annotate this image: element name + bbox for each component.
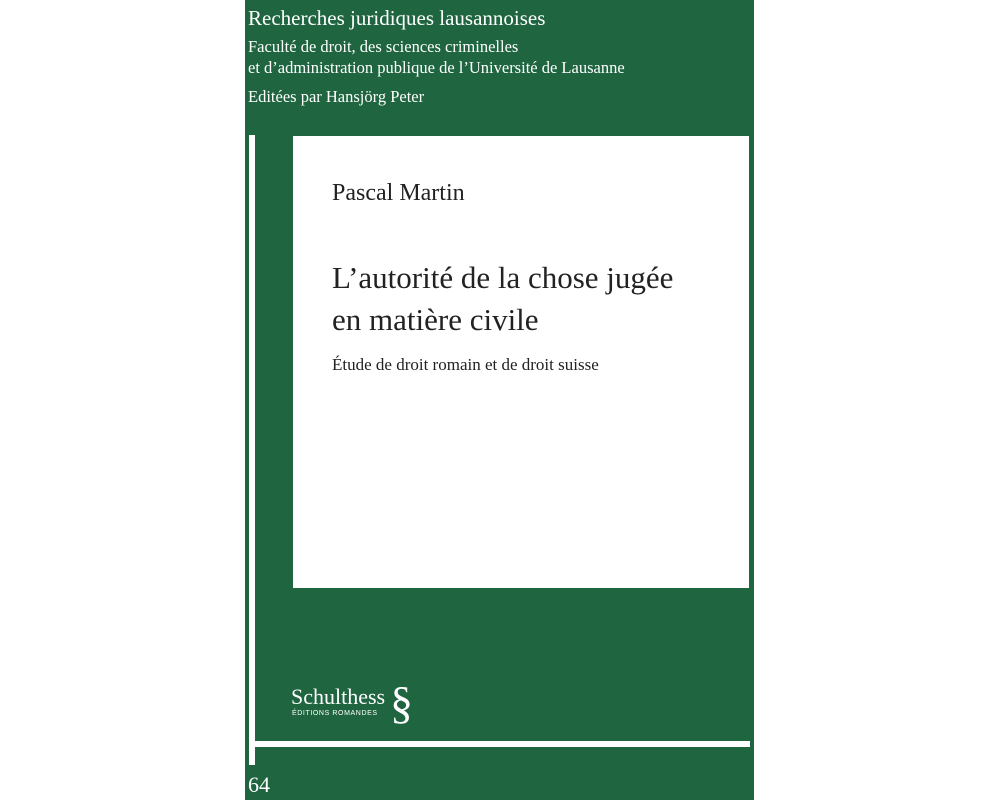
book-title-line-1: L’autorité de la chose jugée: [332, 260, 674, 295]
series-editor: Editées par Hansjörg Peter: [248, 87, 425, 106]
faculty-line-1: Faculté de droit, des sciences criminelles: [248, 37, 519, 56]
section-sign-icon: §: [390, 677, 413, 728]
book-cover: [245, 0, 754, 800]
author-name: Pascal Martin: [332, 180, 465, 206]
volume-number: 64: [248, 772, 270, 797]
frame-horizontal-rule: [249, 741, 750, 747]
faculty-line-2: et d’administration publique de l’Université de Lausanne: [248, 58, 625, 77]
title-panel: [293, 136, 749, 588]
publisher-name: Schulthess: [291, 684, 386, 709]
book-title: [332, 257, 673, 341]
publisher-imprint: ÉDITIONS ROMANDES: [292, 710, 378, 717]
series-title: Recherches juridiques lausannoises: [248, 6, 546, 30]
book-subtitle: Étude de droit romain et de droit suisse: [332, 355, 599, 374]
faculty-name: [248, 36, 625, 78]
book-title-line-2: en matière civile: [332, 302, 539, 337]
frame-vertical-rule: [249, 135, 255, 765]
